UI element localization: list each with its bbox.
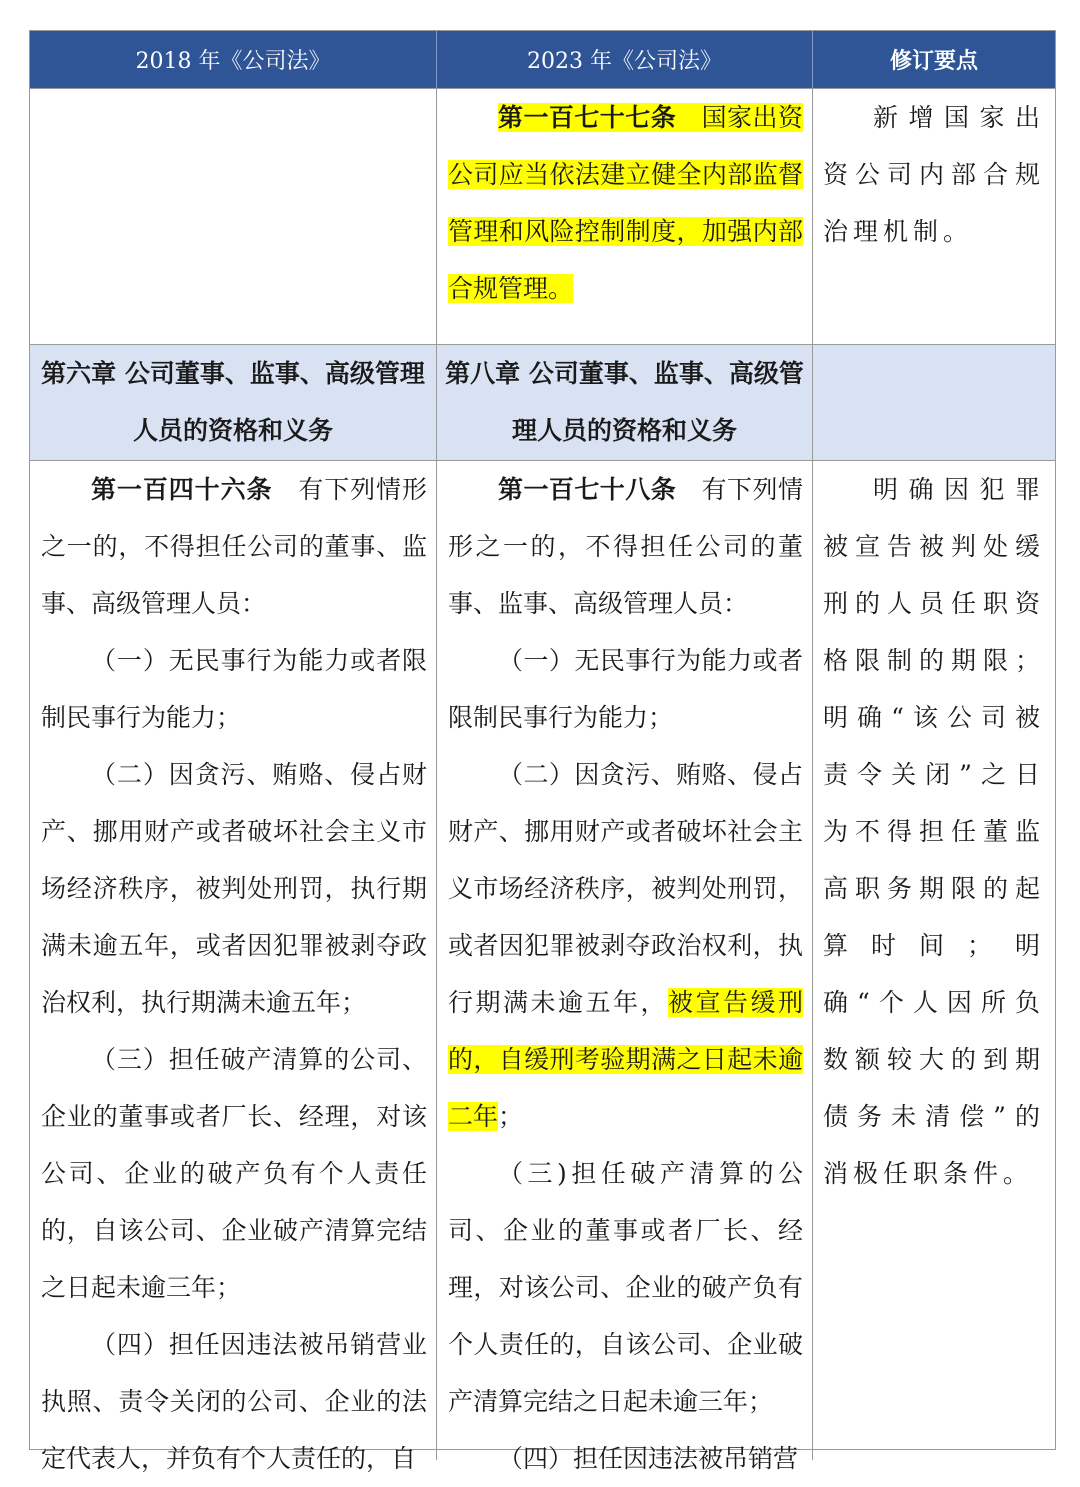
cell-2023-chapter — [437, 345, 813, 460]
article-intro: 有下列情形之一的，不得担任公司的董事、监事、高级管理人员： — [41, 475, 427, 618]
clause-item: （一）无民事行为能力或者限制民事行为能力； — [448, 646, 803, 732]
clause-item: （三)担任破产清算的公司、企业的董事或者厂长、经理，对该公司、企业的破产负有个人责任的，自该公司、企业破产清算完结之日起未逾三年； — [448, 1159, 803, 1416]
clause-item: （二）因贪污、贿赂、侵占财产、挪用财产或者破坏社会主义市场经济秩序，被判处刑罚，执行期满未逾五年，或者因犯罪被剥夺政治权利，执行期满未逾五年； — [41, 760, 427, 1017]
article-text: 国家出资公司应当依法建立健全内部监督管理和风险控制制度，加强内部合规管理。 — [448, 103, 803, 303]
table-row-chapter-heading — [30, 344, 1055, 460]
article-number: 第一百七十七条 — [498, 103, 677, 132]
chapter-title-2023: 第八章 公司董事、监事、高级管理人员的资格和义务 — [445, 359, 804, 445]
cell-2023-article-178: 第一百七十八条 有下列情形之一的，不得担任公司的董事、监事、高级管理人员： （一）无民事行为能力或者限制民事行为能力； （二）因贪污、贿赂、侵占财产、挪用财产或者破坏社会主义市场经济秩序，被判处刑罚，或者因犯罪被剥夺政治权利，执行期满未逾五年，被宣告缓刑的，自缓刑考验期满之日起未逾二年； （三)担任破产清算的公司、企业的董事或者厂长、经理，对该公司、企业的破产负有个人责任的，自该公司、企业破产清算完结之日起未逾三年； （四）担任因违法被吊销营 — [437, 461, 813, 1460]
cell-revision-note-2 — [813, 461, 1055, 1460]
cell-2018-article-146 — [30, 461, 437, 1473]
article-number: 第一百七十八条 — [498, 475, 677, 504]
clause-item: （三）担任破产清算的公司、企业的董事或者厂长、经理，对该公司、企业的破产负有个人责任的，自该公司、企业破产清算完结之日起未逾三年； — [41, 1045, 427, 1302]
clause-item: （二）因贪污、贿赂、侵占财产、挪用财产或者破坏社会主义市场经济秩序，被判处刑罚，或者因犯罪被剥夺政治权利，执行期满未逾五年， — [448, 760, 803, 1017]
table-header-row — [30, 31, 1055, 88]
highlighted-amendment: 被宣告缓刑的，自缓刑考验期满之日起未逾二年 — [448, 988, 803, 1131]
table-row-disqualification-articles — [30, 460, 1055, 1473]
header-2023-law: 2023 年《公司法》 — [437, 31, 813, 88]
clause-item: （四）担任因违法被吊销营业执照、责令关闭的公司、企业的法定代表人，并负有个人责任的，自 — [41, 1330, 427, 1473]
header-revision-points: 修订要点 — [889, 48, 978, 74]
table-row-article-177 — [30, 88, 1055, 344]
article-intro: 有下列情形之一的，不得担任公司的董事、监事、高级管理人员： — [448, 475, 803, 618]
chapter-title-2018: 第六章 公司董事、监事、高级管理人员的资格和义务 — [41, 359, 425, 445]
header-2018-law: 2018 年《公司法》 — [30, 31, 437, 88]
revision-note: 明确因犯罪被宣告被判处缓刑的人员任职资格限制的期限；明确“该公司被责令关闭”之日为不得担任董监高职务期限的起算时间；明确“个人因所负数额较大的到期债务未清偿”的消极任职条件。 — [823, 475, 1045, 1188]
cell-2023-article-177 — [437, 89, 813, 344]
comparison-table — [29, 30, 1056, 1473]
article-number: 第一百四十六条 — [91, 475, 273, 504]
cell-2018-chapter — [30, 345, 437, 460]
revision-note: 新增国家出资公司内部合规治理机制。 — [823, 103, 1045, 246]
clause-item: （一）无民事行为能力或者限制民事行为能力； — [41, 646, 427, 732]
clause-item: （四）担任因违法被吊销营 — [498, 1444, 799, 1473]
cell-2018-empty — [30, 89, 437, 344]
cell-revision-note-1 — [813, 89, 1055, 344]
cell-chapter-empty — [813, 345, 1055, 460]
